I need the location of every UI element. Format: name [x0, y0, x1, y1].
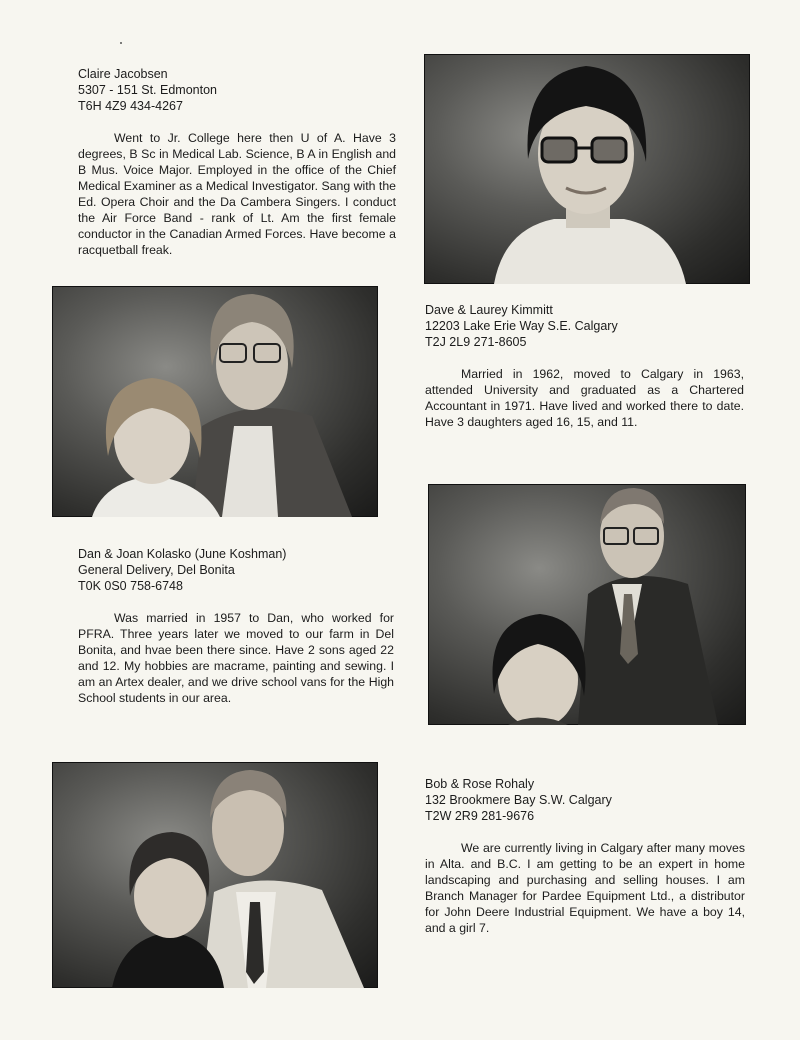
entry-rohaly	[425, 776, 745, 936]
entry-kimmitt	[425, 302, 744, 430]
entry-address: 5307 - 151 St. Edmonton	[78, 83, 217, 97]
photo-claire-jacobsen	[424, 54, 750, 284]
entry-claire-jacobsen	[78, 66, 396, 258]
portrait-couple	[52, 762, 378, 988]
entry-kolasko	[78, 546, 394, 706]
portrait-couple	[428, 484, 746, 725]
entry-name: Bob & Rose Rohaly	[425, 777, 535, 791]
entry-address: 12203 Lake Erie Way S.E. Calgary	[425, 319, 618, 333]
entry-bio: Went to Jr. College here then U of A. Have 3 degrees, B Sc in Medical Lab. Science, B A in English and B Mus. Voice Major. Employed in the office of the Chief Medical Examiner as a Medical Investigator. Sang with the Ed. Opera Choir and the Da Cambera Singers. I conduct the Air Force Band - rank of Lt. Am the first female conductor in the Canadian Armed Forces. Have become a racquetball freak.	[78, 131, 396, 257]
entry-postal-phone: T2W 2R9 281-9676	[425, 809, 535, 823]
entry-name: Dave & Laurey Kimmitt	[425, 303, 553, 317]
portrait-woman-glasses	[424, 54, 750, 284]
photo-kimmitt	[428, 484, 746, 725]
entry-postal-phone: T0K 0S0 758-6748	[78, 579, 183, 593]
entry-bio: Married in 1962, moved to Calgary in 1963, attended University and graduated as a Chartered Accountant in 1971. Have lived and worked there to date. Have 3 daughters aged 16, 15, and 11.	[425, 367, 744, 429]
entry-name: Claire Jacobsen	[78, 67, 168, 81]
entry-address: General Delivery, Del Bonita	[78, 563, 235, 577]
entry-postal-phone: T2J 2L9 271-8605	[425, 335, 527, 349]
entry-bio: Was married in 1957 to Dan, who worked for PFRA. Three years later we moved to our farm in Del Bonita, and hvae been there since. Have 2 sons aged 22 and 12. My hobbies are macrame, painting and sewing. I am an Artex dealer, and we drive school vans for the High School students in our area.	[78, 611, 394, 705]
photo-kolasko	[52, 286, 378, 517]
portrait-couple	[52, 286, 378, 517]
entry-address: 132 Brookmere Bay S.W. Calgary	[425, 793, 612, 807]
entry-bio: We are currently living in Calgary after many moves in Alta. and B.C. I am getting to be an expert in home landscaping and purchasing and selling houses. I am Branch Manager for Pardee Equipment Ltd., a distributor for John Deere Industrial Equipment. We have a boy 14, and a girl 7.	[425, 841, 745, 935]
entry-postal-phone: T6H 4Z9 434-4267	[78, 99, 183, 113]
photo-rohaly	[52, 762, 378, 988]
entry-name: Dan & Joan Kolasko (June Koshman)	[78, 547, 287, 561]
paper-speck	[120, 42, 122, 44]
